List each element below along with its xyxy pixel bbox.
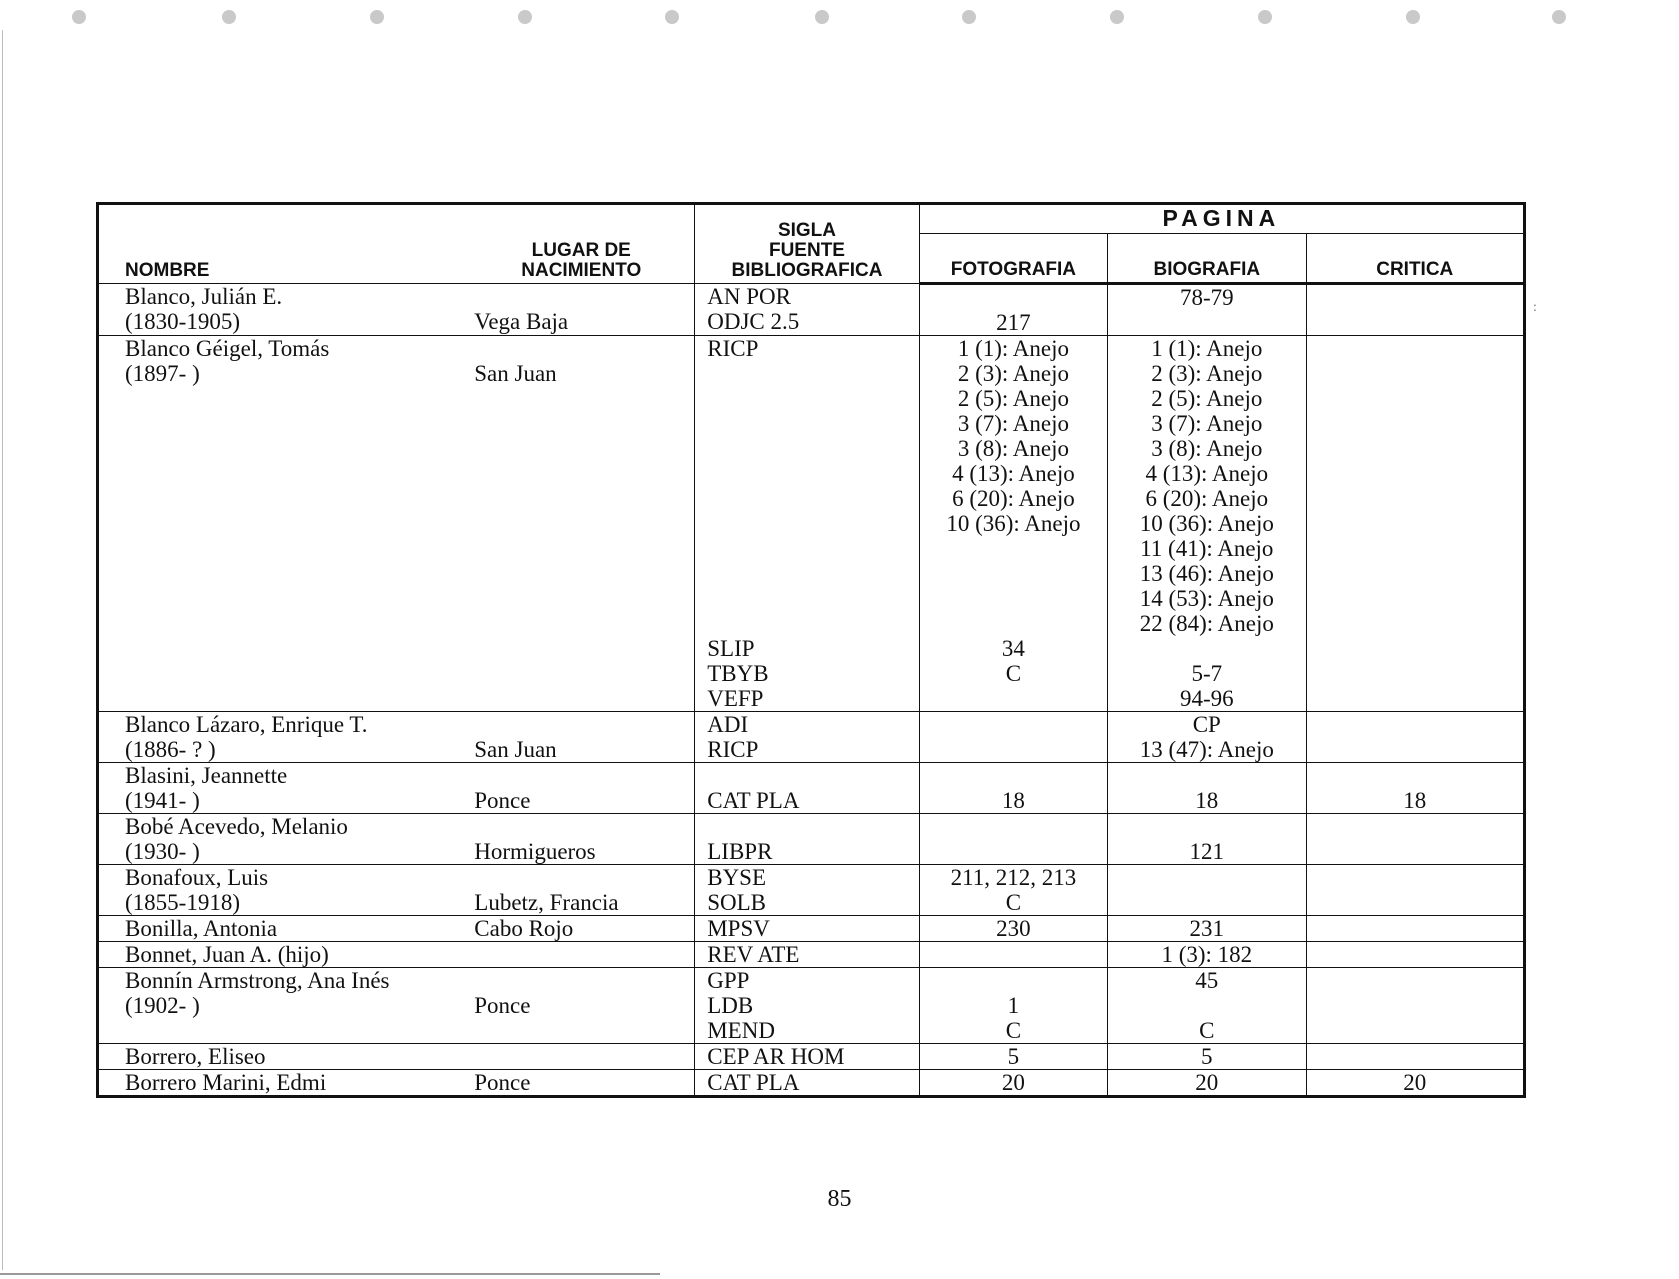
critica-cell — [1306, 942, 1525, 968]
nombre-cell — [98, 1044, 469, 1070]
biografia-cell — [1108, 865, 1306, 916]
fotografia-cell — [919, 1070, 1107, 1097]
lugar-cell — [468, 712, 694, 763]
nombre-line: Blasini, Jeannette — [125, 763, 288, 788]
table-row — [98, 942, 1525, 968]
fotografia-line: 4 (13): Anejo — [952, 461, 1075, 486]
critica-line — [1307, 411, 1524, 436]
nombre-cell — [98, 968, 469, 1044]
table-row — [98, 1044, 1525, 1070]
nombre-line — [125, 536, 468, 561]
fotografia-line: 5 — [1007, 1044, 1020, 1069]
lugar-line: Vega Baja — [474, 309, 569, 334]
header-sigla-line2: FUENTE — [768, 240, 845, 261]
fotografia-line: C — [1005, 890, 1022, 915]
lugar-line — [474, 586, 694, 611]
fotografia-line — [920, 536, 1107, 561]
sigla-line: RICP — [707, 737, 759, 762]
fotografia-line — [920, 814, 1107, 839]
fotografia-line — [920, 763, 1107, 788]
sigla-cell — [695, 763, 919, 814]
fotografia-line — [920, 942, 1107, 967]
lugar-cell — [468, 814, 694, 865]
header-sigla — [695, 204, 919, 284]
nombre-cell — [98, 1070, 469, 1097]
sigla-cell — [695, 916, 919, 942]
biografia-line: 6 (20): Anejo — [1145, 486, 1269, 511]
lugar-line — [474, 386, 694, 411]
biografia-cell — [1108, 916, 1306, 942]
biografia-cell — [1108, 814, 1306, 865]
biografia-cell — [1108, 284, 1306, 336]
biografia-line: 13 (47): Anejo — [1139, 737, 1274, 762]
fotografia-line: 20 — [1001, 1070, 1025, 1095]
critica-cell — [1306, 284, 1525, 336]
fotografia-line — [920, 968, 1107, 993]
biografia-line — [1108, 763, 1305, 788]
lugar-line — [474, 511, 694, 536]
lugar-line: Lubetz, Francia — [474, 890, 619, 915]
fotografia-line — [920, 737, 1107, 762]
biografia-cell — [1108, 942, 1306, 968]
sigla-line — [707, 611, 918, 636]
fotografia-cell — [919, 336, 1107, 712]
sigla-line — [707, 814, 918, 839]
critica-line — [1307, 336, 1524, 361]
nombre-line — [125, 586, 468, 611]
lugar-line — [474, 436, 694, 461]
catalog-body — [98, 284, 1525, 1097]
fotografia-line: 2 (3): Anejo — [957, 361, 1069, 386]
lugar-line: Ponce — [474, 993, 531, 1018]
sigla-line — [707, 536, 918, 561]
biografia-line: 1 (1): Anejo — [1151, 336, 1263, 361]
side-mark: : — [1533, 300, 1537, 315]
lugar-line — [474, 1018, 694, 1043]
header-nombre: NOMBRE — [125, 260, 210, 281]
header-lugar-line2: NACIMIENTO — [521, 260, 642, 281]
biografia-line — [1108, 993, 1305, 1018]
lugar-line — [474, 561, 694, 586]
binder-hole — [518, 10, 532, 24]
table-row — [98, 284, 1525, 336]
critica-line — [1307, 636, 1524, 661]
critica-cell — [1306, 1070, 1525, 1097]
fotografia-line — [920, 611, 1107, 636]
fotografia-line: 230 — [996, 916, 1031, 941]
biografia-line: 22 (84): Anejo — [1139, 611, 1274, 636]
lugar-line — [474, 1044, 694, 1069]
nombre-cell — [98, 284, 469, 336]
nombre-line: Borrero, Eliseo — [125, 1044, 266, 1069]
nombre-cell — [98, 942, 469, 968]
fotografia-line: 6 (20): Anejo — [952, 486, 1075, 511]
sigla-line — [707, 763, 918, 788]
biografia-line — [1108, 890, 1305, 915]
binder-hole — [1406, 10, 1420, 24]
nombre-line: (1941- ) — [125, 788, 200, 813]
sigla-line: MEND — [707, 1018, 775, 1043]
biografia-line: CP — [1192, 712, 1221, 737]
critica-cell — [1306, 916, 1525, 942]
critica-line — [1307, 737, 1524, 762]
lugar-cell — [468, 865, 694, 916]
critica-line — [1307, 536, 1524, 561]
lugar-line: San Juan — [474, 361, 557, 386]
sigla-cell — [695, 1044, 919, 1070]
nombre-line — [125, 511, 468, 536]
sigla-line — [707, 561, 918, 586]
sigla-cell — [695, 865, 919, 916]
fotografia-line: 211, 212, 213 — [950, 865, 1077, 890]
biografia-line — [1108, 310, 1305, 335]
sigla-cell — [695, 814, 919, 865]
lugar-line — [474, 636, 694, 661]
fotografia-cell — [919, 916, 1107, 942]
fotografia-line — [920, 839, 1107, 864]
biografia-line: 11 (41): Anejo — [1140, 536, 1274, 561]
sigla-line: REV ATE — [707, 942, 800, 967]
fotografia-line — [920, 285, 1107, 310]
nombre-line — [125, 386, 468, 411]
biografia-cell — [1108, 763, 1306, 814]
biografia-line — [1108, 814, 1305, 839]
table-row — [98, 336, 1525, 712]
biografia-line: 14 (53): Anejo — [1139, 586, 1274, 611]
lugar-cell — [468, 968, 694, 1044]
binder-hole — [1552, 10, 1566, 24]
biografia-line: C — [1199, 1018, 1215, 1043]
scan-bottom-edge — [0, 1273, 660, 1275]
nombre-line: (1902- ) — [125, 993, 200, 1018]
fotografia-cell — [919, 712, 1107, 763]
biografia-line: 10 (36): Anejo — [1139, 511, 1274, 536]
biografia-line: 5 — [1201, 1044, 1213, 1069]
table-row — [98, 1070, 1525, 1097]
table-row — [98, 968, 1525, 1044]
lugar-line — [474, 284, 694, 309]
binder-hole — [815, 10, 829, 24]
fotografia-line — [920, 586, 1107, 611]
critica-line — [1307, 486, 1524, 511]
sigla-line: RICP — [707, 336, 759, 361]
sigla-line — [707, 386, 918, 411]
biografia-line: 94-96 — [1179, 686, 1234, 711]
biografia-cell — [1108, 1044, 1306, 1070]
lugar-line — [474, 865, 694, 890]
biografia-line: 231 — [1189, 916, 1225, 941]
table-row — [98, 712, 1525, 763]
lugar-line — [474, 712, 694, 737]
nombre-line — [125, 661, 468, 686]
sigla-line — [707, 586, 918, 611]
nombre-line: Borrero Marini, Edmi — [125, 1070, 327, 1095]
critica-line — [1307, 942, 1524, 967]
critica-line — [1307, 561, 1524, 586]
binder-hole — [962, 10, 976, 24]
sigla-cell — [695, 336, 919, 712]
lugar-line — [474, 486, 694, 511]
lugar-cell — [468, 916, 694, 942]
biografia-line: 5-7 — [1191, 661, 1223, 686]
sigla-line: ADI — [707, 712, 749, 737]
sigla-cell — [695, 712, 919, 763]
fotografia-line: 1 (1): Anejo — [957, 336, 1069, 361]
scan-left-edge — [2, 30, 3, 1270]
critica-line — [1307, 611, 1524, 636]
biografia-line: 2 (5): Anejo — [1151, 386, 1263, 411]
critica-line — [1307, 1018, 1524, 1043]
sigla-line: SLIP — [707, 636, 755, 661]
sigla-line — [707, 511, 918, 536]
critica-cell — [1306, 336, 1525, 712]
critica-line — [1307, 386, 1524, 411]
biografia-cell — [1108, 336, 1306, 712]
nombre-line: Blanco, Julián E. — [125, 284, 283, 309]
lugar-line — [474, 968, 694, 993]
binder-hole — [370, 10, 384, 24]
critica-line: 20 — [1403, 1070, 1427, 1095]
biografia-line: 18 — [1195, 788, 1219, 813]
lugar-cell — [468, 763, 694, 814]
lugar-cell — [468, 942, 694, 968]
critica-line — [1307, 839, 1524, 864]
critica-line — [1307, 916, 1524, 941]
nombre-line — [125, 436, 468, 461]
fotografia-line: 1 — [1007, 993, 1020, 1018]
fotografia-line: 34 — [1001, 636, 1025, 661]
fotografia-line: 2 (5): Anejo — [957, 386, 1069, 411]
table-row — [98, 916, 1525, 942]
lugar-line: Hormigueros — [474, 839, 596, 864]
fotografia-line: 3 (7): Anejo — [957, 411, 1069, 436]
fotografia-cell — [919, 968, 1107, 1044]
nombre-line — [125, 411, 468, 436]
sigla-line — [707, 486, 918, 511]
biografia-line: 78-79 — [1179, 285, 1234, 310]
critica-line — [1307, 1044, 1524, 1069]
nombre-line — [125, 636, 468, 661]
critica-line — [1307, 361, 1524, 386]
biografia-line — [1108, 636, 1305, 661]
biografia-line: 13 (46): Anejo — [1139, 561, 1274, 586]
sigla-line: VEFP — [707, 686, 764, 711]
nombre-line — [125, 561, 468, 586]
lugar-line: Ponce — [474, 788, 531, 813]
biografia-line: 2 (3): Anejo — [1151, 361, 1263, 386]
sigla-cell — [695, 284, 919, 336]
nombre-line: Bobé Acevedo, Melanio — [125, 814, 348, 839]
critica-cell — [1306, 1044, 1525, 1070]
biografia-cell — [1108, 1070, 1306, 1097]
binder-hole — [222, 10, 236, 24]
fotografia-line: C — [1005, 661, 1022, 686]
nombre-line: (1930- ) — [125, 839, 200, 864]
critica-cell — [1306, 763, 1525, 814]
nombre-line — [125, 1018, 468, 1043]
sigla-cell — [695, 968, 919, 1044]
critica-line — [1307, 436, 1524, 461]
page-number: 85 — [827, 1186, 852, 1212]
critica-cell — [1306, 814, 1525, 865]
sigla-line: LDB — [707, 993, 754, 1018]
critica-line — [1307, 712, 1524, 737]
critica-line — [1307, 310, 1524, 335]
critica-line — [1307, 865, 1524, 890]
header-fotografia: FOTOGRAFIA — [919, 234, 1107, 284]
fotografia-line: 10 (36): Anejo — [946, 511, 1081, 536]
critica-line — [1307, 993, 1524, 1018]
nombre-line — [125, 461, 468, 486]
nombre-line: Blanco Géigel, Tomás — [125, 336, 330, 361]
nombre-line — [125, 611, 468, 636]
critica-cell — [1306, 865, 1525, 916]
lugar-line — [474, 411, 694, 436]
header-pagina: PAGINA — [919, 204, 1524, 234]
nombre-cell — [98, 865, 469, 916]
biografia-line: 3 (7): Anejo — [1151, 411, 1263, 436]
binder-hole — [665, 10, 679, 24]
fotografia-cell — [919, 942, 1107, 968]
lugar-line — [474, 763, 694, 788]
sigla-line: CAT PLA — [707, 1070, 800, 1095]
critica-line — [1307, 814, 1524, 839]
lugar-line — [474, 814, 694, 839]
sigla-line: SOLB — [707, 890, 767, 915]
biografia-line: 121 — [1189, 839, 1225, 864]
lugar-line — [474, 336, 694, 361]
lugar-line: San Juan — [474, 737, 557, 762]
nombre-cell — [98, 336, 469, 712]
fotografia-cell — [919, 284, 1107, 336]
header-lugar — [468, 204, 694, 284]
nombre-line — [125, 486, 468, 511]
lugar-line — [474, 686, 694, 711]
critica-cell — [1306, 712, 1525, 763]
lugar-line — [474, 536, 694, 561]
header-lugar-line1: LUGAR DE — [531, 240, 631, 261]
sigla-cell — [695, 942, 919, 968]
sigla-line: LIBPR — [707, 839, 773, 864]
biografia-cell — [1108, 712, 1306, 763]
header-sigla-line3: BIBLIOGRAFICA — [731, 260, 883, 281]
critica-line — [1307, 686, 1524, 711]
biografia-line: 20 — [1195, 1070, 1219, 1095]
fotografia-line: C — [1005, 1018, 1022, 1043]
header-biografia: BIOGRAFIA — [1108, 234, 1306, 284]
header-critica: CRITICA — [1306, 234, 1525, 284]
nombre-line: (1886- ? ) — [125, 737, 216, 762]
biografia-line: 1 (3): 182 — [1161, 942, 1253, 967]
critica-cell — [1306, 968, 1525, 1044]
nombre-cell — [98, 712, 469, 763]
lugar-line — [474, 661, 694, 686]
sigla-line: TBYB — [707, 661, 769, 686]
binder-holes — [0, 6, 1679, 30]
critica-line — [1307, 285, 1524, 310]
nombre-line — [125, 686, 468, 711]
sigla-line: CEP AR HOM — [707, 1044, 845, 1069]
fotografia-cell — [919, 865, 1107, 916]
nombre-cell — [98, 814, 469, 865]
critica-line: 18 — [1403, 788, 1427, 813]
table-row — [98, 865, 1525, 916]
critica-line — [1307, 511, 1524, 536]
sigla-line — [707, 461, 918, 486]
fotografia-cell — [919, 1044, 1107, 1070]
binder-hole — [1258, 10, 1272, 24]
lugar-cell — [468, 336, 694, 712]
sigla-line: ODJC 2.5 — [707, 309, 800, 334]
biografia-line — [1108, 865, 1305, 890]
critica-line — [1307, 461, 1524, 486]
lugar-line — [474, 942, 694, 967]
critica-line — [1307, 968, 1524, 993]
nombre-cell — [98, 916, 469, 942]
fotografia-cell — [919, 763, 1107, 814]
fotografia-line: 217 — [996, 310, 1031, 335]
sigla-line: MPSV — [707, 916, 770, 941]
lugar-line — [474, 461, 694, 486]
sigla-line: GPP — [707, 968, 750, 993]
nombre-line: Bonilla, Antonia — [125, 916, 278, 941]
sigla-line — [707, 436, 918, 461]
lugar-cell — [468, 1044, 694, 1070]
nombre-line: Bonnet, Juan A. (hijo) — [125, 942, 329, 967]
fotografia-line — [920, 712, 1107, 737]
header-sigla-line1: SIGLA — [777, 220, 836, 241]
biografia-cell — [1108, 968, 1306, 1044]
fotografia-cell — [919, 814, 1107, 865]
catalog-table — [96, 202, 1526, 1098]
lugar-cell — [468, 284, 694, 336]
lugar-line: Ponce — [474, 1070, 531, 1095]
sigla-line — [707, 411, 918, 436]
biografia-line: 45 — [1195, 968, 1219, 993]
sigla-cell — [695, 1070, 919, 1097]
binder-hole — [72, 10, 86, 24]
sigla-line: CAT PLA — [707, 788, 800, 813]
binder-hole — [1110, 10, 1124, 24]
biografia-line: 4 (13): Anejo — [1145, 461, 1269, 486]
table-row — [98, 814, 1525, 865]
nombre-line: (1855-1918) — [125, 890, 240, 915]
critica-line — [1307, 586, 1524, 611]
critica-line — [1307, 661, 1524, 686]
nombre-line: Bonafoux, Luis — [125, 865, 269, 890]
fotografia-line: 3 (8): Anejo — [957, 436, 1069, 461]
critica-line — [1307, 763, 1524, 788]
nombre-line: Bonnín Armstrong, Ana Inés — [125, 968, 390, 993]
fotografia-line — [920, 561, 1107, 586]
sigla-line: AN POR — [707, 284, 791, 309]
table-row — [98, 763, 1525, 814]
lugar-line: Cabo Rojo — [474, 916, 574, 941]
fotografia-line: 18 — [1001, 788, 1025, 813]
sigla-line: BYSE — [707, 865, 767, 890]
biografia-line: 3 (8): Anejo — [1151, 436, 1263, 461]
nombre-line: Blanco Lázaro, Enrique T. — [125, 712, 368, 737]
nombre-line: (1897- ) — [125, 361, 200, 386]
nombre-line: (1830-1905) — [125, 309, 240, 334]
sigla-line — [707, 361, 918, 386]
critica-line — [1307, 890, 1524, 915]
lugar-line — [474, 611, 694, 636]
fotografia-line — [920, 686, 1107, 711]
nombre-cell — [98, 763, 469, 814]
lugar-cell — [468, 1070, 694, 1097]
